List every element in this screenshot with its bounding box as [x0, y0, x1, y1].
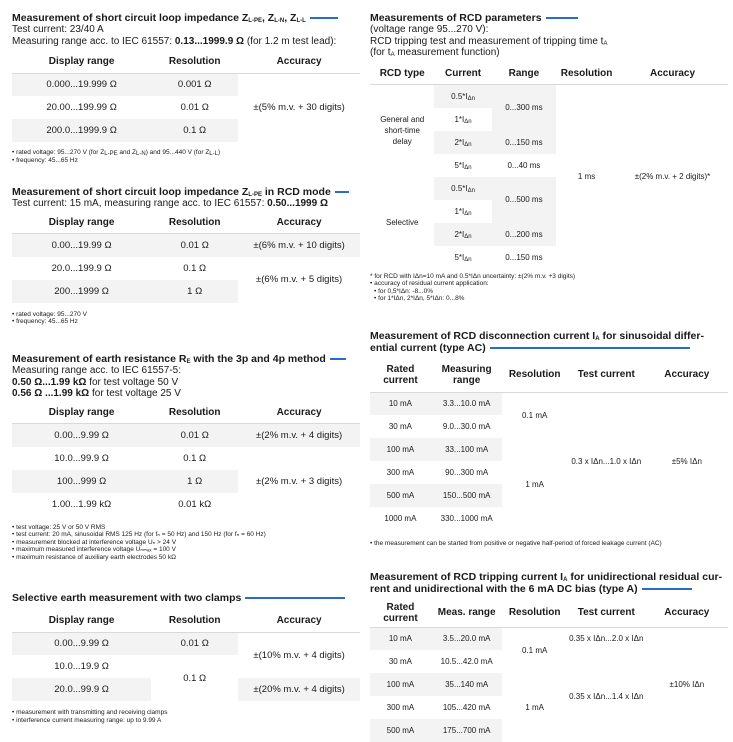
section-title: Measurement of short circuit loop impedance $Z_{L-PE}$ in RCD mode [12, 186, 360, 198]
col-header: Accuracy [646, 358, 728, 392]
accuracy-cell: ±(2% m.v. + 3 digits) [238, 447, 360, 516]
accuracy-cell: ±10% IΔn [669, 680, 705, 690]
resolution-cell: 1 mA [525, 703, 544, 712]
col-header: Resolution [151, 51, 238, 73]
test-current-cell: 0.35 x IΔn...1.4 x IΔn [569, 691, 644, 701]
table-row: 20.0...99.9 Ω ±(20% m.v. + 4 digits) [12, 678, 360, 701]
table-row: General and short-time delay $0.5*I_{\Delta n}$ 0...300 ms 1 ms ±(2% m.v. + 2 digits)* [370, 85, 728, 108]
table-row: 1.00...1.99 kΩ 0.01 kΩ [51, 498, 212, 510]
selective-earth-section [12, 592, 360, 724]
title-rule [310, 17, 338, 19]
spec-table [12, 402, 360, 516]
title-rule [330, 358, 346, 360]
table-row: 500 mA 150...500 mA [370, 484, 728, 507]
table-row: 300 mA 105...420 mA [386, 703, 491, 712]
table-row: 200.0...1999.9 Ω 0.1 Ω [12, 119, 360, 142]
notes: • rated voltage: 95...270 V (for $Z_{L-PE}$ and $Z_{L-N}$) and 95...440 V (for $Z_{L-L}$) • frequency: 45...65 Hz [12, 149, 221, 164]
title-rule [490, 347, 690, 349]
table-row: 10 mA 3.3...10.0 mA 0.1 mA 0.3 x IΔn...1.0 x IΔn ±5% IΔn [370, 392, 728, 415]
range-line: Measuring range acc. to IEC 61557: 0.13...1999.9 Ω (for 1.2 m test lead): [12, 35, 337, 47]
section-title: Measurement of short circuit loop impedance $Z_{L-PE}$, $Z_{L-N}$, $Z_{L-L}$ [12, 12, 360, 24]
col-header: Display range [12, 402, 151, 424]
table-row: 30 mA 10.5...42.0 mA 0.35 x IΔn...1.4 x IΔn [370, 650, 728, 673]
col-header: Meas. range [431, 599, 503, 627]
table-row: 1000 mA 330...1000 mA [384, 514, 493, 523]
table-row: 10.0...19.9 Ω 0.1 Ω [12, 655, 360, 678]
section-title: Selective earth measurement with two clamps [12, 592, 360, 604]
table-row: 500 mA 175...700 mA [370, 719, 728, 742]
accuracy-cell: ±(2% m.v. + 4 digits) [256, 429, 343, 441]
col-header: Measuring range [431, 358, 503, 392]
section-title: Measurements of RCD parameters [370, 12, 728, 24]
col-header: Rated current [370, 599, 431, 627]
rcd-ac-section: Measurement of RCD disconnection current $I_A$ for sinusoidal differ- ential current (type AC) Rated current Measuring range Resolution Test current Accuracy 10 mA 3.3...10.0 mA 0.1 mA 0.3 x IΔn...1.0 x IΔn ±5% IΔn 30 mA 9.0...30.0 mA 100 mA 33...100 mA 1 mA 300 mA 90...300 mA 500 mA 150...500 mA 1000 mA 330...1000 mA • the measurement can be started from positive or negative half-period of forced leakage current (AC) [370, 330, 728, 548]
test-current-cell: 0.3 x IΔn...1.0 x IΔn [571, 456, 642, 466]
col-header: Accuracy [617, 63, 728, 85]
section-title: Measurement of earth resistance $R_E$ with the 3p and 4p method [12, 353, 360, 365]
earth-resistance-section: Measurement of earth resistance $R_E$ with the 3p and 4p method Measuring range acc. to IEC 61557-5: 0.50 Ω...1.99 kΩ for test voltage 50 V 0.56 Ω ...1.99 kΩ for test voltage 25 V Display range Resolution Accuracy 0.00...9.99 Ω 0.01 Ω ±(2% m.v. + 4 digits) 10.0...99.9 Ω 0.1 Ω ±(2% m.v. + 3 digits) 100...999 Ω 1 Ω 1.00...1.99 kΩ 0.01 kΩ • test voltage: 25 V or 50 V RMS • test current: 20 mA, sinusoidal RMS 125 Hz (for fₙ = 50 Hz) and 150 Hz (for fₙ = 60 Hz) • measurement blocked at interference voltage Uₙ > 24 V • maximum measured interference voltage Uₙₘₐₓ = 100 V • maximum resistance of auxiliary earth electrodes 50 kΩ [12, 353, 360, 561]
title-rule [642, 588, 692, 590]
col-header: Rated current [370, 358, 431, 392]
table-row: 0.00...19.99 Ω 0.01 Ω ±(6% m.v. + 10 digits) [12, 234, 360, 257]
accuracy-cell: ±5% IΔn [671, 456, 702, 466]
spec-table [12, 212, 360, 303]
col-header: Accuracy [238, 402, 360, 424]
col-header: RCD type [370, 63, 434, 85]
col-header: Test current [567, 599, 646, 627]
test-current-cell: 0.35 x IΔn...2.0 x IΔn [569, 634, 644, 644]
table-row: $2*I_{\Delta n}$ 0...200 ms [370, 223, 728, 246]
col-header: Current [434, 63, 491, 85]
resolution-cell: 1 mA [525, 479, 544, 489]
accuracy-cell: ±(6% m.v. + 5 digits) [256, 274, 343, 285]
spec-table [370, 599, 728, 742]
accuracy-cell: ±(10% m.v. + 4 digits) [238, 632, 360, 678]
range-line: Test current: 15 mA, measuring range acc. to IEC 61557: 0.50...1999 Ω [12, 198, 328, 209]
col-header: Resolution [151, 402, 238, 424]
loop-impedance-section [12, 12, 360, 164]
col-header: Resolution [151, 610, 238, 632]
col-header: Test current [567, 358, 646, 392]
resolution-cell: 1 ms [577, 172, 596, 182]
table-row: 100 mA 35...140 mA 1 mA [370, 673, 728, 696]
accuracy-cell: ±(20% m.v. + 4 digits) [253, 684, 345, 695]
table-row: $1*I_{\Delta n}$ [454, 114, 472, 125]
table-row: 0.00...9.99 Ω 0.01 Ω ±(10% m.v. + 4 digits) [12, 632, 360, 655]
col-header: Resolution [151, 212, 238, 234]
table-row: Selective $0.5*I_{\Delta n}$ 0...500 ms [370, 177, 728, 200]
spec-table [12, 610, 360, 701]
rcd-type-a-section: Measurement of RCD tripping current $I_A$ for unidirectional residual cur- rent and unidirectional with the 6 mA DC bias (type A) Rated current Meas. range Resolution Test current Accuracy 10 mA 3.5...20.0 mA 0.1 mA 0.35 x IΔn...2.0 x IΔn ±10% IΔn 30 mA 10.5...42.0 mA 0.35 x IΔn...1.4 x IΔn 100 mA 35...140 mA 1 mA 300 mA 105...420 mA 500 mA 175...700 mA [370, 571, 728, 742]
col-header: Accuracy [238, 610, 360, 632]
rcd-type-cell: General and short-time delay [380, 115, 425, 147]
table-row: 30 mA 9.0...30.0 mA [388, 422, 491, 431]
spec-table [370, 63, 728, 269]
table-row: 100 mA 33...100 mA 1 mA [370, 438, 728, 461]
table-row: $1*I_{\Delta n}$ [454, 206, 472, 217]
col-header: Resolution [502, 358, 566, 392]
col-header: Range [492, 63, 556, 85]
rcd-parameters-section: Measurements of RCD parameters (voltage range 95...270 V): RCD tripping test and measurement of tripping time $t_A$ (for $t_A$ measurement function) RCD type Current Range Resolution Accuracy General and short-time delay $0.5*I_{\Delta n}$ 0...300 ms 1 ms ±(2% m.v. + 2 digits)* $1*I_{\Delta n}$ $2*I_{\Delta n}$ 0...150 ms $5*I_{\Delta n}$ 0...40 ms Selective $0.5*I_{\Delta n}$ 0...500 ms $1*I_{\Delta n}$ $2*I_{\Delta n}$ 0...200 ms $5*I_{\Delta n}$ 0...150 ms * for RCD with IΔn=10 mA and 0.5*IΔn uncertainty: ±(2% m.v. +3 digits) • accuracy of residual current application: • for 0,5*IΔn: -8...0% • for 1*IΔn, 2*IΔn, 5*IΔn: 0...8% [370, 12, 728, 303]
test-current-line: Test current: 23/40 A [12, 24, 104, 35]
table-row: 200...1999 Ω 1 Ω [12, 280, 360, 303]
rcd-loop-impedance-section [12, 186, 360, 326]
table-row: 20.00...199.99 Ω 0.01 Ω [46, 102, 209, 113]
resolution-cell: 0.1 mA [522, 410, 548, 420]
notes: • rated voltage: 95...270 V • frequency: 45...65 Hz [12, 310, 87, 325]
col-header: Resolution [556, 63, 617, 85]
table-row: 100...999 Ω 1 Ω [12, 470, 360, 493]
accuracy-cell: ±(5% m.v. + 30 digits) [238, 73, 360, 142]
title-rule [335, 191, 349, 193]
table-row: 10.0...99.9 Ω 0.1 Ω ±(2% m.v. + 3 digits) [12, 447, 360, 470]
table-row: $5*I_{\Delta n}$ 0...40 ms [454, 160, 541, 171]
col-header: Accuracy [646, 599, 728, 627]
table-row: 0.00...9.99 Ω 0.01 Ω ±(2% m.v. + 4 digits) [12, 424, 360, 447]
notes: * for RCD with IΔn=10 mA and 0.5*IΔn uncertainty: ±(2% m.v. +3 digits) • accuracy of residual current application: • for 0,5*IΔn: -8...0% • for 1*IΔn, 2*IΔn, 5*IΔn: 0...8% [370, 272, 576, 302]
col-header: Display range [12, 610, 151, 632]
section-title: Measurement of RCD tripping current $I_A$ for unidirectional residual cur- [370, 571, 723, 583]
notes: • measurement with transmitting and receiving clamps • interference current measuring range: up to 9.99 A [12, 709, 168, 724]
col-header: Resolution [502, 599, 566, 627]
accuracy-cell: ±(6% m.v. + 10 digits) [253, 239, 345, 251]
table-row: 10 mA 3.5...20.0 mA 0.1 mA 0.35 x IΔn...2.0 x IΔn ±10% IΔn [370, 627, 728, 650]
notes: • test voltage: 25 V or 50 V RMS • test current: 20 mA, sinusoidal RMS 125 Hz (for fₙ = 50 Hz) and 150 Hz (for fₙ = 60 Hz) • measurement blocked at interference voltage Uₙ > 24 V • maximum measured interference voltage Uₙₘₐₓ = 100 V • maximum resistance of auxiliary earth electrodes 50 kΩ [12, 523, 266, 561]
col-header: Accuracy [238, 212, 360, 234]
col-header: Display range [12, 212, 151, 234]
section-title: Measurement of RCD disconnection current $I_A$ for sinusoidal differ- [370, 330, 704, 342]
spec-table [12, 51, 360, 142]
table-row: $2*I_{\Delta n}$ 0...150 ms [370, 131, 728, 154]
col-header: Accuracy [238, 51, 360, 73]
table-row: 20.0...199.9 Ω 0.1 Ω ±(6% m.v. + 5 digits) [12, 257, 360, 280]
notes: • the measurement can be started from positive or negative half-period of forced leakage current (AC) [370, 540, 662, 547]
accuracy-cell: ±(2% m.v. + 2 digits)* [634, 172, 711, 182]
spec-table [370, 358, 728, 530]
col-header: Display range [12, 51, 151, 73]
table-row: 0.000...19.999 Ω 0.001 Ω ±(5% m.v. + 30 digits) [12, 73, 360, 96]
table-row: $5*I_{\Delta n}$ 0...150 ms [454, 252, 543, 263]
rcd-type-cell: Selective [385, 218, 419, 227]
resolution-cell: 0.1 mA [522, 645, 548, 655]
table-row: 300 mA 90...300 mA [386, 468, 489, 477]
title-rule [546, 17, 578, 19]
title-rule [245, 597, 345, 599]
